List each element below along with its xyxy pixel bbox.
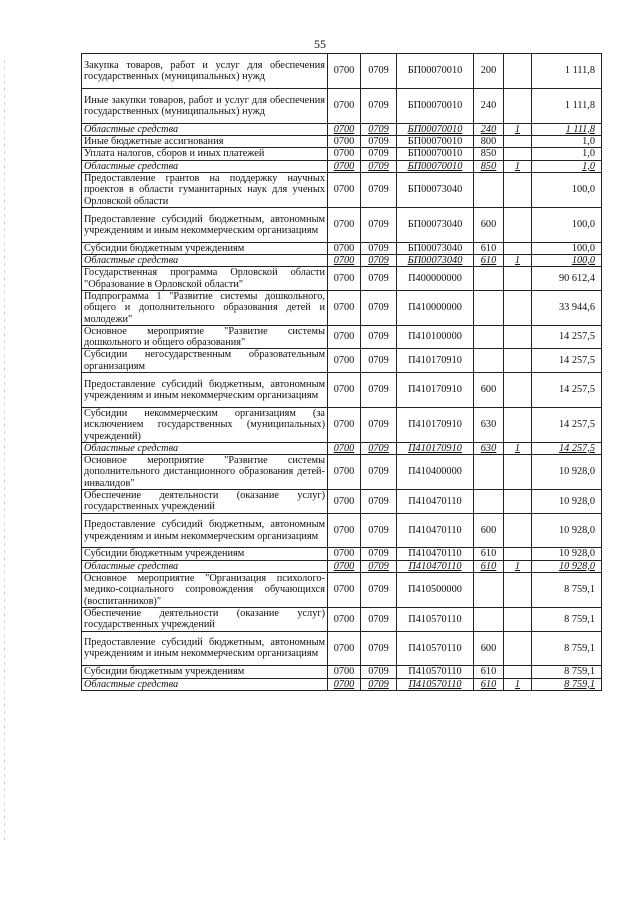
target-article-code: БП00070010	[397, 54, 474, 89]
subsection-code: 0709	[361, 455, 397, 490]
table-row	[82, 136, 602, 148]
expense-type-code: 850	[474, 160, 504, 172]
section-code: 0700	[328, 325, 361, 349]
item-name: Субсидии негосударственным образовательным организациям	[82, 349, 328, 373]
amount: 100,0	[532, 207, 602, 242]
item-name: Обеспечение деятельности (оказание услуг) государственных учреждений	[82, 489, 328, 513]
table-row	[82, 573, 602, 608]
section-code: 0700	[328, 172, 361, 207]
amount: 10 928,0	[532, 548, 602, 560]
item-name: Субсидии бюджетным учреждениям	[82, 666, 328, 678]
source-code	[504, 489, 532, 513]
subsection-code: 0709	[361, 407, 397, 442]
target-article-code: БП00070010	[397, 88, 474, 123]
source-code	[504, 207, 532, 242]
item-name: Иные бюджетные ассигнования	[82, 136, 328, 148]
expense-type-code	[474, 290, 504, 325]
item-name: Предоставление субсидий бюджетным, автономным учреждениям и иным некоммерческим организациям	[82, 207, 328, 242]
source-code	[504, 548, 532, 560]
subsection-code: 0709	[361, 54, 397, 89]
item-name: Обеспечение деятельности (оказание услуг) государственных учреждений	[82, 607, 328, 631]
expense-type-code: 850	[474, 148, 504, 160]
source-code	[504, 373, 532, 408]
item-name: Закупка товаров, работ и услуг для обеспечения государственных (муниципальных) нужд	[82, 54, 328, 89]
source-code	[504, 136, 532, 148]
table-row	[82, 267, 602, 291]
subsection-code: 0709	[361, 172, 397, 207]
section-code: 0700	[328, 160, 361, 172]
table-row	[82, 160, 602, 172]
amount: 8 759,1	[532, 678, 602, 690]
subsection-code: 0709	[361, 560, 397, 572]
table-row	[82, 631, 602, 666]
subsection-code: 0709	[361, 290, 397, 325]
expense-type-code: 200	[474, 54, 504, 89]
section-code: 0700	[328, 148, 361, 160]
section-code: 0700	[328, 123, 361, 135]
source-code	[504, 267, 532, 291]
target-article-code: П410100000	[397, 325, 474, 349]
amount: 14 257,5	[532, 442, 602, 454]
source-code	[504, 607, 532, 631]
item-name: Основное мероприятие "Развитие системы дошкольного и общего образования"	[82, 325, 328, 349]
section-code: 0700	[328, 489, 361, 513]
item-name: Областные средства	[82, 442, 328, 454]
target-article-code: П410500000	[397, 573, 474, 608]
target-article-code: БП00070010	[397, 136, 474, 148]
section-code: 0700	[328, 407, 361, 442]
item-name: Подпрограмма 1 "Развитие системы дошкольного, общего и дополнительного образования детей и молодежи"	[82, 290, 328, 325]
target-article-code: П410170910	[397, 373, 474, 408]
expense-type-code: 600	[474, 631, 504, 666]
source-code	[504, 573, 532, 608]
target-article-code: П410170910	[397, 442, 474, 454]
target-article-code: БП00070010	[397, 123, 474, 135]
table-row	[82, 607, 602, 631]
subsection-code: 0709	[361, 88, 397, 123]
section-code: 0700	[328, 560, 361, 572]
table-row	[82, 455, 602, 490]
subsection-code: 0709	[361, 207, 397, 242]
source-code	[504, 172, 532, 207]
section-code: 0700	[328, 88, 361, 123]
subsection-code: 0709	[361, 123, 397, 135]
source-code	[504, 631, 532, 666]
expense-type-code	[474, 349, 504, 373]
amount: 100,0	[532, 242, 602, 254]
expense-type-code: 610	[474, 678, 504, 690]
subsection-code: 0709	[361, 242, 397, 254]
amount: 100,0	[532, 255, 602, 267]
section-code: 0700	[328, 666, 361, 678]
table-row	[82, 373, 602, 408]
section-code: 0700	[328, 255, 361, 267]
item-name: Основное мероприятие "Организация психолого-медико-социального сопровождения обучающихся (воспитанников)"	[82, 573, 328, 608]
expense-type-code: 610	[474, 548, 504, 560]
expense-type-code: 600	[474, 373, 504, 408]
expense-type-code: 610	[474, 666, 504, 678]
subsection-code: 0709	[361, 349, 397, 373]
budget-table	[81, 53, 602, 691]
source-code	[504, 290, 532, 325]
source-code	[504, 325, 532, 349]
item-name: Уплата налогов, сборов и иных платежей	[82, 148, 328, 160]
amount: 8 759,1	[532, 631, 602, 666]
target-article-code: П410570110	[397, 607, 474, 631]
expense-type-code	[474, 489, 504, 513]
item-name: Предоставление субсидий бюджетным, автономным учреждениям и иным некоммерческим организациям	[82, 631, 328, 666]
table-row	[82, 349, 602, 373]
expense-type-code	[474, 607, 504, 631]
item-name: Иные закупки товаров, работ и услуг для обеспечения государственных (муниципальных) нужд	[82, 88, 328, 123]
expense-type-code	[474, 573, 504, 608]
source-code	[504, 148, 532, 160]
scan-edge-line	[4, 60, 5, 840]
table-row	[82, 54, 602, 89]
table-row	[82, 548, 602, 560]
item-name: Предоставление грантов на поддержку научных проектов в области гуманитарных наук для ученых Орловской области	[82, 172, 328, 207]
target-article-code: П410470110	[397, 489, 474, 513]
amount: 1,0	[532, 160, 602, 172]
table-row	[82, 207, 602, 242]
table-row	[82, 123, 602, 135]
expense-type-code: 630	[474, 442, 504, 454]
source-code: 1	[504, 123, 532, 135]
expense-type-code: 630	[474, 407, 504, 442]
amount: 1 111,8	[532, 123, 602, 135]
section-code: 0700	[328, 442, 361, 454]
page-number: 55	[314, 37, 326, 51]
amount: 33 944,6	[532, 290, 602, 325]
table-row	[82, 442, 602, 454]
section-code: 0700	[328, 349, 361, 373]
source-code	[504, 407, 532, 442]
amount: 14 257,5	[532, 349, 602, 373]
section-code: 0700	[328, 573, 361, 608]
item-name: Основное мероприятие "Развитие системы дополнительного дистанционного образования детей-инвалидов"	[82, 455, 328, 490]
table-row	[82, 255, 602, 267]
expense-type-code	[474, 455, 504, 490]
source-code	[504, 666, 532, 678]
subsection-code: 0709	[361, 548, 397, 560]
source-code	[504, 349, 532, 373]
table-row	[82, 172, 602, 207]
target-article-code: П410570110	[397, 666, 474, 678]
table-row	[82, 560, 602, 572]
item-name: Областные средства	[82, 560, 328, 572]
target-article-code: П410000000	[397, 290, 474, 325]
target-article-code: БП00070010	[397, 160, 474, 172]
source-code	[504, 455, 532, 490]
source-code	[504, 242, 532, 254]
target-article-code: П410470110	[397, 513, 474, 548]
target-article-code: П410470110	[397, 560, 474, 572]
table-row	[82, 407, 602, 442]
target-article-code: П410170910	[397, 407, 474, 442]
amount: 10 928,0	[532, 489, 602, 513]
target-article-code: БП00073040	[397, 255, 474, 267]
table-row	[82, 666, 602, 678]
expense-type-code: 800	[474, 136, 504, 148]
subsection-code: 0709	[361, 678, 397, 690]
subsection-code: 0709	[361, 255, 397, 267]
table-row	[82, 678, 602, 690]
source-code	[504, 54, 532, 89]
target-article-code: П410400000	[397, 455, 474, 490]
source-code: 1	[504, 678, 532, 690]
target-article-code: П400000000	[397, 267, 474, 291]
target-article-code: П410570110	[397, 678, 474, 690]
section-code: 0700	[328, 373, 361, 408]
section-code: 0700	[328, 242, 361, 254]
section-code: 0700	[328, 455, 361, 490]
subsection-code: 0709	[361, 325, 397, 349]
subsection-code: 0709	[361, 489, 397, 513]
target-article-code: П410570110	[397, 631, 474, 666]
expense-type-code: 610	[474, 255, 504, 267]
subsection-code: 0709	[361, 267, 397, 291]
expense-type-code	[474, 267, 504, 291]
table-row	[82, 290, 602, 325]
item-name: Предоставление субсидий бюджетным, автономным учреждениям и иным некоммерческим организациям	[82, 513, 328, 548]
item-name: Государственная программа Орловской области "Образование в Орловской области"	[82, 267, 328, 291]
target-article-code: БП00073040	[397, 242, 474, 254]
table-row	[82, 489, 602, 513]
subsection-code: 0709	[361, 513, 397, 548]
subsection-code: 0709	[361, 573, 397, 608]
source-code	[504, 513, 532, 548]
source-code: 1	[504, 160, 532, 172]
amount: 90 612,4	[532, 267, 602, 291]
subsection-code: 0709	[361, 160, 397, 172]
table-row	[82, 88, 602, 123]
item-name: Субсидии некоммерческим организациям (за исключением государственных (муниципальных) учреждений)	[82, 407, 328, 442]
target-article-code: БП00073040	[397, 207, 474, 242]
expense-type-code: 240	[474, 123, 504, 135]
source-code: 1	[504, 255, 532, 267]
expense-type-code: 600	[474, 207, 504, 242]
item-name: Субсидии бюджетным учреждениям	[82, 548, 328, 560]
amount: 10 928,0	[532, 455, 602, 490]
amount: 1 111,8	[532, 54, 602, 89]
item-name: Предоставление субсидий бюджетным, автономным учреждениям и иным некоммерческим организациям	[82, 373, 328, 408]
section-code: 0700	[328, 548, 361, 560]
table-row	[82, 242, 602, 254]
amount: 1,0	[532, 136, 602, 148]
expense-type-code	[474, 172, 504, 207]
amount: 8 759,1	[532, 666, 602, 678]
table-row	[82, 148, 602, 160]
table-row	[82, 513, 602, 548]
section-code: 0700	[328, 136, 361, 148]
target-article-code: БП00073040	[397, 172, 474, 207]
source-code: 1	[504, 442, 532, 454]
amount: 1 111,8	[532, 88, 602, 123]
expense-type-code: 610	[474, 242, 504, 254]
section-code: 0700	[328, 290, 361, 325]
subsection-code: 0709	[361, 148, 397, 160]
amount: 8 759,1	[532, 573, 602, 608]
subsection-code: 0709	[361, 631, 397, 666]
item-name: Областные средства	[82, 160, 328, 172]
amount: 14 257,5	[532, 373, 602, 408]
subsection-code: 0709	[361, 607, 397, 631]
amount: 100,0	[532, 172, 602, 207]
section-code: 0700	[328, 267, 361, 291]
budget-table-body	[82, 54, 602, 691]
section-code: 0700	[328, 678, 361, 690]
section-code: 0700	[328, 54, 361, 89]
source-code	[504, 88, 532, 123]
target-article-code: П410470110	[397, 548, 474, 560]
amount: 10 928,0	[532, 560, 602, 572]
section-code: 0700	[328, 207, 361, 242]
target-article-code: БП00070010	[397, 148, 474, 160]
item-name: Областные средства	[82, 678, 328, 690]
expense-type-code	[474, 325, 504, 349]
subsection-code: 0709	[361, 666, 397, 678]
source-code: 1	[504, 560, 532, 572]
section-code: 0700	[328, 513, 361, 548]
expense-type-code: 240	[474, 88, 504, 123]
item-name: Областные средства	[82, 255, 328, 267]
amount: 14 257,5	[532, 407, 602, 442]
section-code: 0700	[328, 631, 361, 666]
amount: 14 257,5	[532, 325, 602, 349]
item-name: Областные средства	[82, 123, 328, 135]
item-name: Субсидии бюджетным учреждениям	[82, 242, 328, 254]
expense-type-code: 600	[474, 513, 504, 548]
target-article-code: П410170910	[397, 349, 474, 373]
table-row	[82, 325, 602, 349]
expense-type-code: 610	[474, 560, 504, 572]
section-code: 0700	[328, 607, 361, 631]
amount: 10 928,0	[532, 513, 602, 548]
subsection-code: 0709	[361, 442, 397, 454]
amount: 8 759,1	[532, 607, 602, 631]
subsection-code: 0709	[361, 373, 397, 408]
amount: 1,0	[532, 148, 602, 160]
subsection-code: 0709	[361, 136, 397, 148]
